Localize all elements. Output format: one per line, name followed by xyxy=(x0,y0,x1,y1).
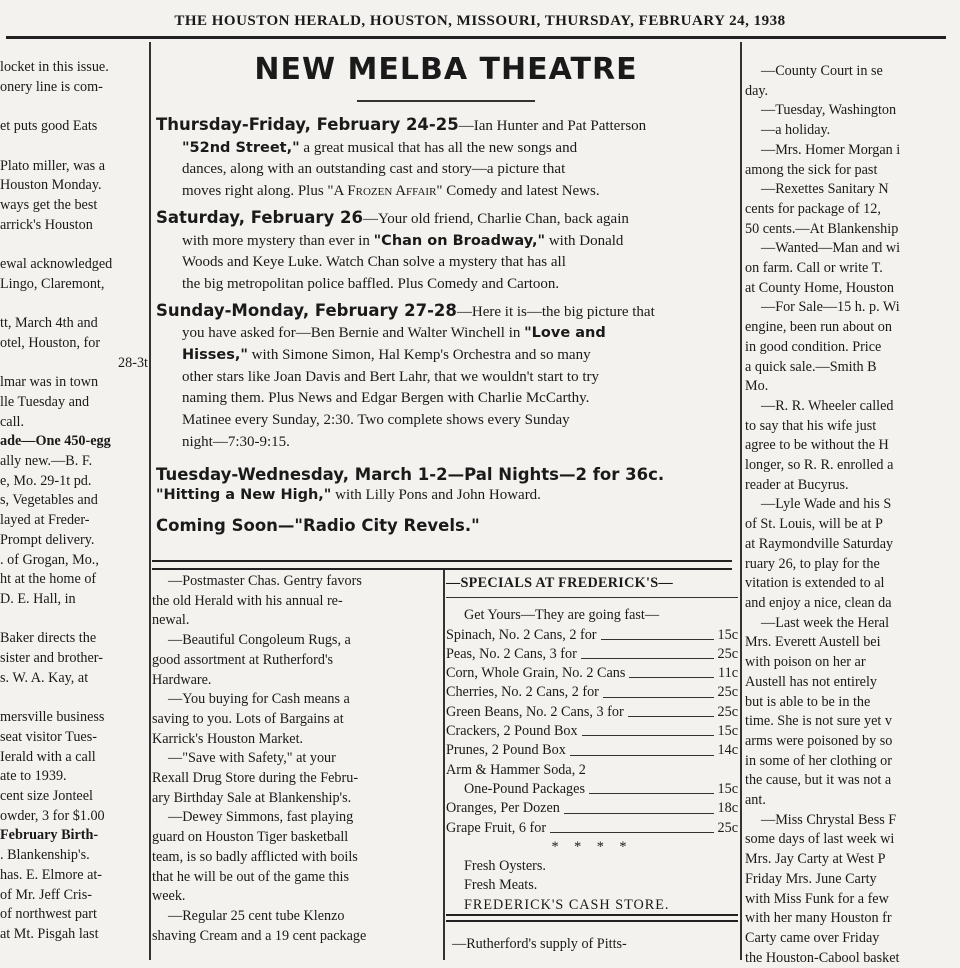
item-price: 15c xyxy=(717,780,738,797)
specials-title: —SPECIALS AT FREDERICK'S— xyxy=(446,575,673,591)
item-price: 15c xyxy=(717,626,738,643)
column-line: lle Tuesday and xyxy=(0,393,90,410)
film-title: "Hitting a New High," xyxy=(156,487,332,504)
column-line: ate to 1939. xyxy=(0,768,67,785)
column-line: —"Save with Safety," at your xyxy=(168,750,336,767)
column-line: on farm. Call or write T. xyxy=(745,260,883,277)
ad-text: with more mystery than ever in xyxy=(182,232,374,249)
specials-list-2 xyxy=(446,780,738,838)
column-line: at Raymondville Saturday xyxy=(745,535,894,552)
masthead: THE HOUSTON HERALD, HOUSTON, MISSOURI, THURSDAY, FEBRUARY 24, 1938 xyxy=(174,13,786,29)
column-line: the Houston-Cabool basket xyxy=(745,949,900,966)
column-line: Karrick's Houston Market. xyxy=(152,730,304,747)
column-line: s. W. A. Kay, at xyxy=(0,669,89,686)
column-line: ary Birthday Sale at Blankenship's. xyxy=(152,789,352,806)
column-line: engine, been run about on xyxy=(745,319,892,336)
column-line: 28-3t xyxy=(118,354,148,371)
ad-text: Matinee every Sunday, 2:30. Two complete shows every Sunday xyxy=(182,412,570,429)
column-line: at County Home, Houston xyxy=(745,279,894,296)
column-line: Rexall Drug Store during the Febru- xyxy=(152,770,359,787)
right-column xyxy=(745,62,960,968)
column-line: mersville business xyxy=(0,709,105,726)
ad-text: with Simone Simon, Hal Kemp's Orchestra and so many xyxy=(247,347,591,364)
ad-date-heading: Tuesday-Wednesday, March 1-2—Pal Nights—2 for 36c. xyxy=(156,464,665,484)
column-line: lmar was in town xyxy=(0,374,99,391)
column-line: some days of last week wi xyxy=(745,831,895,848)
column-line: ways get the best xyxy=(0,196,98,213)
leader-line xyxy=(601,626,714,640)
column-line: —Miss Chrystal Bess F xyxy=(761,811,897,828)
item-price: 25c xyxy=(717,645,738,662)
item-price: 25c xyxy=(717,684,738,701)
column-line: with her many Houston fr xyxy=(745,910,892,927)
column-line: that he will be out of the game this xyxy=(152,868,350,885)
column-line: . Blankenship's. xyxy=(0,847,90,864)
ad-date-heading: Coming Soon—"Radio City Revels." xyxy=(156,515,480,535)
column-line xyxy=(0,235,148,255)
ad-text: —Here it is—the big picture that xyxy=(456,303,655,320)
item-name: Green Beans, No. 2 Cans, 3 for xyxy=(446,703,624,720)
column-line: Plato miller, was a xyxy=(0,157,106,174)
middle-column xyxy=(152,572,442,946)
column-line: Lingo, Claremont, xyxy=(0,275,105,292)
item-name: Peas, No. 2 Cans, 3 for xyxy=(446,645,577,662)
film-title: "Chan on Broadway," xyxy=(373,232,546,249)
ad-title-rule xyxy=(357,100,535,102)
column-line: in good condition. Price xyxy=(745,338,882,355)
ad-text: Woods and Keye Luke. Watch Chan solve a mystery that has all xyxy=(182,254,566,271)
column-line: D. E. Hall, in xyxy=(0,590,76,607)
column-line: Mrs. Everett Austell bei xyxy=(745,634,881,651)
column-line: longer, so R. R. enrolled a xyxy=(745,457,894,474)
column-line: of Mr. Jeff Cris- xyxy=(0,886,92,903)
item-name: Oranges, Per Dozen xyxy=(446,800,560,817)
column-line: —Last week the Heral xyxy=(761,614,890,631)
column-line: —Rexettes Sanitary N xyxy=(761,181,889,198)
ad-text: a great musical that has all the new songs and xyxy=(299,139,578,156)
column-line: e, Mo. 29-1t pd. xyxy=(0,472,92,489)
column-rule-right xyxy=(740,42,742,960)
column-rule-left xyxy=(149,42,151,960)
ad-text: you have asked for—Ben Bernie and Walter Winchell in xyxy=(182,325,525,342)
column-line: otel, Houston, for xyxy=(0,334,101,351)
column-line: Ierald with a call xyxy=(0,748,96,765)
column-line: . of Grogan, Mo., xyxy=(0,551,99,568)
item-price: 25c xyxy=(717,703,738,720)
column-line xyxy=(0,689,148,709)
column-line: Carty came over Friday xyxy=(745,929,880,946)
specials-item xyxy=(446,664,738,683)
column-line: has. E. Elmore at- xyxy=(0,866,103,883)
column-line: Houston Monday. xyxy=(0,177,102,194)
specials-fresh-oysters: Fresh Oysters. xyxy=(464,858,546,875)
column-line: —For Sale—15 h. p. Wi xyxy=(761,299,900,316)
column-line xyxy=(0,610,148,630)
column-line: onery line is com- xyxy=(0,78,103,95)
theatre-advertisement xyxy=(152,42,740,562)
column-line: Baker directs the xyxy=(0,630,97,647)
ad-text: moves right along. Plus xyxy=(182,183,328,200)
column-line: day. xyxy=(745,82,769,99)
ad-text: naming them. Plus News and Edgar Bergen with Charlie McCarthy. xyxy=(182,390,590,407)
left-column xyxy=(0,58,148,945)
specials-item xyxy=(446,799,738,818)
column-line: ht at the home of xyxy=(0,571,97,588)
column-line: —You buying for Cash means a xyxy=(168,691,350,708)
column-line: —Tuesday, Washington xyxy=(761,102,897,119)
column-line: seat visitor Tues- xyxy=(0,728,97,745)
specials-intro: Get Yours—They are going fast— xyxy=(464,607,660,624)
column-line: vitation is extended to al xyxy=(745,575,885,592)
film-title: Hisses," xyxy=(182,347,248,364)
column-line: of northwest part xyxy=(0,906,97,923)
item-price: 15c xyxy=(717,723,738,740)
specials-fresh-meats: Fresh Meats. xyxy=(464,877,538,894)
column-line: week. xyxy=(152,888,186,905)
item-name: Spinach, No. 2 Cans, 2 for xyxy=(446,626,597,643)
column-line: and enjoy a nice, clean da xyxy=(745,594,892,611)
column-line: —Mrs. Homer Morgan i xyxy=(761,141,901,158)
column-line: February Birth- xyxy=(0,827,99,844)
leader-line xyxy=(570,741,714,755)
column-line: arrick's Houston xyxy=(0,216,93,233)
specials-store-name: FREDERICK'S CASH STORE. xyxy=(464,896,670,913)
column-line: saving to you. Lots of Bargains at xyxy=(152,710,344,727)
column-line: —County Court in se xyxy=(761,63,883,79)
column-line: but is able to be in the xyxy=(745,693,871,710)
item-name: Cherries, No. 2 Cans, 2 for xyxy=(446,684,599,701)
column-line: the old Herald with his annual re- xyxy=(152,592,343,609)
ad-text: other stars like Joan Davis and Bert Lahr, that we wouldn't start to try xyxy=(182,368,600,385)
column-line: guard on Houston Tiger basketball xyxy=(152,829,349,846)
column-line: owder, 3 for $1.00 xyxy=(0,807,105,824)
leader-line xyxy=(550,819,713,833)
column-rule-middle xyxy=(443,568,445,960)
item-price: 11c xyxy=(718,665,738,682)
item-name: Crackers, 2 Pound Box xyxy=(446,723,578,740)
item-name: Prunes, 2 Pound Box xyxy=(446,742,566,759)
specials-following-text: —Rutherford's supply of Pitts- xyxy=(452,936,627,952)
item-name: One-Pound Packages xyxy=(464,780,585,797)
item-name: Grape Fruit, 6 for xyxy=(446,819,547,836)
column-line: in some of her clothing or xyxy=(745,752,892,769)
leader-line xyxy=(589,780,714,794)
column-line: —R. R. Wheeler called xyxy=(761,397,894,414)
column-line: ant. xyxy=(745,792,766,809)
column-line: —Dewey Simmons, fast playing xyxy=(168,809,354,826)
leader-line xyxy=(564,799,714,813)
column-line: cents for package of 12, xyxy=(745,200,881,217)
column-line: call. xyxy=(0,413,25,430)
ad-date-heading: Thursday-Friday, February 24-25 xyxy=(156,115,459,134)
column-line: with poison on her ar xyxy=(745,654,866,671)
column-line: time. She is not sure yet v xyxy=(745,713,892,730)
specials-stars: * * * * xyxy=(551,838,633,855)
ad-text: with Donald xyxy=(545,232,624,249)
ad-text: —Ian Hunter and Pat Patterson xyxy=(458,118,647,134)
item-price: 14c xyxy=(717,742,738,759)
item-price: 18c xyxy=(717,800,738,817)
specials-list xyxy=(446,626,738,761)
column-line: reader at Bucyrus. xyxy=(745,476,849,493)
specials-item xyxy=(446,819,738,838)
film-title: "52nd Street," xyxy=(182,139,300,156)
column-line: team, is so badly afflicted with boils xyxy=(152,848,358,865)
column-line: to say that his wife just xyxy=(745,417,877,434)
column-line: the cause, but it was not a xyxy=(745,772,892,789)
ad-block-saturday xyxy=(156,207,740,296)
column-line: locket in this issue. xyxy=(0,59,109,75)
specials-item xyxy=(446,741,738,760)
column-line: tt, March 4th and xyxy=(0,315,98,332)
ad-text: —Your old friend, Charlie Chan, back again xyxy=(362,210,629,227)
column-line: arms were poisoned by so xyxy=(745,732,893,749)
ad-title: NEW MELBA THEATRE xyxy=(254,52,638,87)
column-line: Mo. xyxy=(745,378,769,395)
column-line: Hardware. xyxy=(152,671,212,688)
ad-text: Comedy and latest News. xyxy=(442,183,600,200)
column-line: —Wanted—Man and wi xyxy=(761,240,901,257)
column-line: 50 cents.—At Blankenship xyxy=(745,220,899,237)
masthead-rule xyxy=(6,36,946,39)
specials-bottom-rule xyxy=(446,914,738,922)
column-line: —a holiday. xyxy=(761,122,831,139)
leader-line xyxy=(582,722,714,736)
ad-text: with Lilly Pons and John Howard. xyxy=(331,487,541,504)
column-line: cent size Jonteel xyxy=(0,788,93,805)
column-line: newal. xyxy=(152,612,190,629)
ad-text: dances, along with an outstanding cast and story—a picture that xyxy=(182,161,566,178)
specials-item xyxy=(446,722,738,741)
column-line: Austell has not entirely xyxy=(745,673,877,690)
column-line: —Postmaster Chas. Gentry favors xyxy=(168,573,362,589)
column-line: with Miss Funk for a few xyxy=(745,890,889,907)
ad-date-heading: Sunday-Monday, February 27-28 xyxy=(156,300,457,320)
column-line: s, Vegetables and xyxy=(0,492,98,509)
column-line: among the sick for past xyxy=(745,161,878,178)
ad-body xyxy=(156,114,740,541)
specials-item xyxy=(446,645,738,664)
column-line xyxy=(0,97,148,117)
column-line: ally new.—B. F. xyxy=(0,453,93,470)
column-line: ruary 26, to play for the xyxy=(745,555,880,572)
column-line: of St. Louis, will be at P xyxy=(745,516,883,533)
column-line xyxy=(0,137,148,157)
column-line: good assortment at Rutherford's xyxy=(152,651,334,668)
ad-text: night—7:30-9:15. xyxy=(182,433,290,450)
specials-item xyxy=(446,626,738,645)
column-line xyxy=(0,294,148,314)
column-line: sister and brother- xyxy=(0,650,103,667)
column-line: layed at Freder- xyxy=(0,512,90,529)
column-line: Friday Mrs. June Carty xyxy=(745,870,877,887)
ad-date-heading: Saturday, February 26 xyxy=(156,207,363,227)
column-line: Prompt delivery. xyxy=(0,531,95,548)
ad-block-thursday xyxy=(156,114,740,203)
column-line: shaving Cream and a 19 cent package xyxy=(152,927,367,944)
specials-soda-line: Arm & Hammer Soda, 2 xyxy=(446,761,586,778)
specials-ad xyxy=(446,568,738,915)
ad-block-tuesday xyxy=(156,464,740,507)
specials-item xyxy=(446,780,738,799)
leader-line xyxy=(603,683,714,697)
film-title: "Love and xyxy=(524,325,606,342)
column-line: ewal acknowledged xyxy=(0,256,113,273)
item-name: Corn, Whole Grain, No. 2 Cans xyxy=(446,665,626,682)
column-line: —Regular 25 cent tube Klenzo xyxy=(168,907,345,924)
column-line: ade—One 450-egg xyxy=(0,433,111,450)
specials-item xyxy=(446,703,738,722)
leader-line xyxy=(628,703,714,717)
column-line: agree to be without the H xyxy=(745,437,889,454)
leader-line xyxy=(629,664,714,678)
ad-block-sunday xyxy=(156,300,740,454)
column-line: —Beautiful Congoleum Rugs, a xyxy=(168,632,351,649)
column-line: Mrs. Jay Carty at West P xyxy=(745,851,886,868)
leader-line xyxy=(581,645,714,659)
column-line: a quick sale.—Smith B xyxy=(745,358,877,375)
column-line: —Lyle Wade and his S xyxy=(761,496,892,513)
film-title: "A Frozen Affair" xyxy=(327,183,443,200)
column-line: et puts good Eats xyxy=(0,118,98,135)
specials-item xyxy=(446,683,738,702)
ad-block-coming-soon xyxy=(156,515,740,537)
ad-text: the big metropolitan police baffled. Plus Comedy and Cartoon. xyxy=(182,275,560,292)
specials-title-rule xyxy=(446,597,738,598)
item-price: 25c xyxy=(717,819,738,836)
column-line: at Mt. Pisgah last xyxy=(0,925,99,942)
